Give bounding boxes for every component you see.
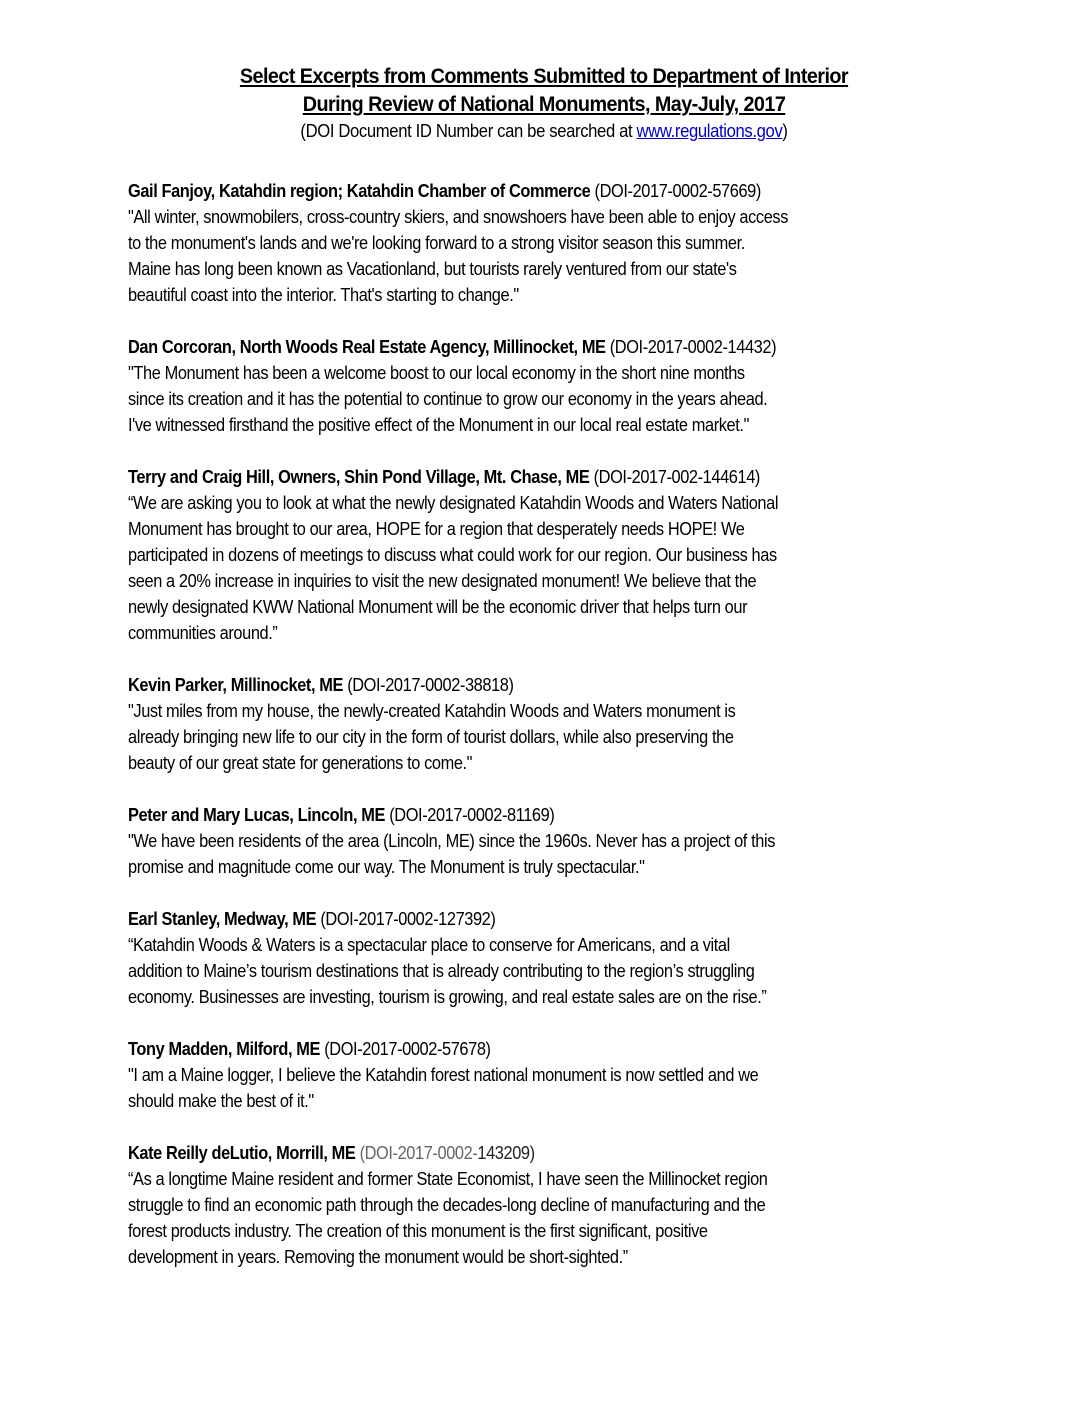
doi-id-suffix: 143209) bbox=[477, 1142, 535, 1163]
comment-heading bbox=[128, 178, 889, 204]
quote-line: Maine has long been known as Vacationland, but tourists rarely ventured from our state's bbox=[128, 258, 737, 279]
quote-line: participated in dozens of meetings to discuss what could work for our region. Our business has bbox=[128, 544, 777, 565]
comment-quote bbox=[128, 360, 988, 438]
comment-entry bbox=[128, 334, 988, 438]
doi-id: (DOI-2017-002-144614) bbox=[593, 466, 760, 487]
quote-line: “As a longtime Maine resident and former State Economist, I have seen the Millinocket region bbox=[128, 1168, 768, 1189]
comment-entry bbox=[128, 178, 988, 308]
commenter-name: Kevin Parker, Millinocket, ME bbox=[128, 674, 344, 695]
doi-id: (DOI-2017-0002-81169) bbox=[389, 804, 555, 825]
doi-id: (DOI-2017-0002-57669) bbox=[594, 180, 761, 201]
document-header bbox=[0, 62, 1088, 144]
quote-line: "I am a Maine logger, I believe the Katahdin forest national monument is now settled and we bbox=[128, 1064, 759, 1085]
quote-line: already bringing new life to our city in the form of tourist dollars, while also preserving the bbox=[128, 726, 734, 747]
quote-line: Monument has brought to our area, HOPE for a region that desperately needs HOPE! We bbox=[128, 518, 745, 539]
commenter-name: Kate Reilly deLutio, Morrill, ME bbox=[128, 1142, 356, 1163]
quote-line: communities around.” bbox=[128, 622, 278, 643]
subtitle-suffix: ) bbox=[782, 120, 788, 141]
comment-heading bbox=[128, 802, 889, 828]
document-title-line-2: During Review of National Monuments, May-July, 2017 bbox=[302, 92, 786, 116]
comment-heading bbox=[128, 464, 889, 490]
quote-line: addition to Maine’s tourism destinations that is already contributing to the region’s struggling bbox=[128, 960, 755, 981]
comment-quote bbox=[128, 698, 988, 776]
quote-line: promise and magnitude come our way. The Monument is truly spectacular." bbox=[128, 856, 645, 877]
commenter-name: Terry and Craig Hill, Owners, Shin Pond Village, Mt. Chase, ME bbox=[128, 466, 590, 487]
quote-line: to the monument's lands and we're looking forward to a strong visitor season this summer. bbox=[128, 232, 745, 253]
quote-line: should make the best of it." bbox=[128, 1090, 314, 1111]
quote-line: newly designated KWW National Monument will be the economic driver that helps turn our bbox=[128, 596, 748, 617]
quote-line: economy. Businesses are investing, tourism is growing, and real estate sales are on the rise.” bbox=[128, 986, 767, 1007]
comment-entry bbox=[128, 464, 988, 646]
doi-id-prefix: (DOI-2017-0002- bbox=[359, 1142, 478, 1163]
comment-quote bbox=[128, 828, 988, 880]
quote-line: seen a 20% increase in inquiries to visit the new designated monument! We believe that the bbox=[128, 570, 757, 591]
comment-quote bbox=[128, 932, 988, 1010]
comment-heading bbox=[128, 1036, 889, 1062]
comment-heading bbox=[128, 672, 889, 698]
subtitle-prefix: (DOI Document ID Number can be searched at bbox=[300, 120, 637, 141]
comment-quote bbox=[128, 204, 988, 308]
comment-heading bbox=[128, 906, 889, 932]
quote-line: beautiful coast into the interior. That's starting to change." bbox=[128, 284, 519, 305]
regulations-gov-link[interactable]: www.regulations.gov bbox=[636, 120, 783, 141]
comment-heading bbox=[128, 334, 889, 360]
quote-line: since its creation and it has the potential to continue to grow our economy in the years ahead. bbox=[128, 388, 768, 409]
comment-entry bbox=[128, 1140, 988, 1270]
quote-line: forest products industry. The creation of this monument is the first significant, positive bbox=[128, 1220, 708, 1241]
quote-line: "All winter, snowmobilers, cross-country skiers, and snowshoers have been able to enjoy access bbox=[128, 206, 788, 227]
comment-quote bbox=[128, 490, 988, 646]
comment-entry bbox=[128, 1036, 988, 1114]
commenter-name: Gail Fanjoy, Katahdin region; Katahdin Chamber of Commerce bbox=[128, 180, 591, 201]
quote-line: "The Monument has been a welcome boost to our local economy in the short nine months bbox=[128, 362, 745, 383]
comment-entry bbox=[128, 802, 988, 880]
comment-entry bbox=[128, 906, 988, 1010]
doi-id: (DOI-2017-0002-127392) bbox=[320, 908, 496, 929]
quote-line: struggle to find an economic path through the decades-long decline of manufacturing and the bbox=[128, 1194, 766, 1215]
comment-entry bbox=[128, 672, 988, 776]
quote-line: “We are asking you to look at what the newly designated Katahdin Woods and Waters National bbox=[128, 492, 779, 513]
comment-quote bbox=[128, 1166, 988, 1270]
commenter-name: Peter and Mary Lucas, Lincoln, ME bbox=[128, 804, 386, 825]
document-title-line-1: Select Excerpts from Comments Submitted to Department of Interior bbox=[239, 64, 849, 88]
doi-id: (DOI-2017-0002-57678) bbox=[324, 1038, 491, 1059]
quote-line: “Katahdin Woods & Waters is a spectacular place to conserve for Americans, and a vital bbox=[128, 934, 730, 955]
quote-line: beauty of our great state for generations to come." bbox=[128, 752, 473, 773]
doi-id: (DOI-2017-0002-14432) bbox=[609, 336, 777, 357]
commenter-name: Dan Corcoran, North Woods Real Estate Agency, Millinocket, ME bbox=[128, 336, 606, 357]
quote-line: "We have been residents of the area (Lincoln, ME) since the 1960s. Never has a project of this bbox=[128, 830, 776, 851]
quote-line: "Just miles from my house, the newly-created Katahdin Woods and Waters monument is bbox=[128, 700, 736, 721]
quote-line: I've witnessed firsthand the positive effect of the Monument in our local real estate market." bbox=[128, 414, 749, 435]
commenter-name: Earl Stanley, Medway, ME bbox=[128, 908, 317, 929]
comment-quote bbox=[128, 1062, 988, 1114]
doi-id: (DOI-2017-0002-38818) bbox=[347, 674, 514, 695]
commenter-name: Tony Madden, Milford, ME bbox=[128, 1038, 321, 1059]
comment-heading bbox=[128, 1140, 889, 1166]
quote-line: development in years. Removing the monument would be short-sighted.” bbox=[128, 1246, 628, 1267]
document-subtitle bbox=[54, 118, 1033, 144]
comment-list bbox=[128, 178, 988, 1296]
